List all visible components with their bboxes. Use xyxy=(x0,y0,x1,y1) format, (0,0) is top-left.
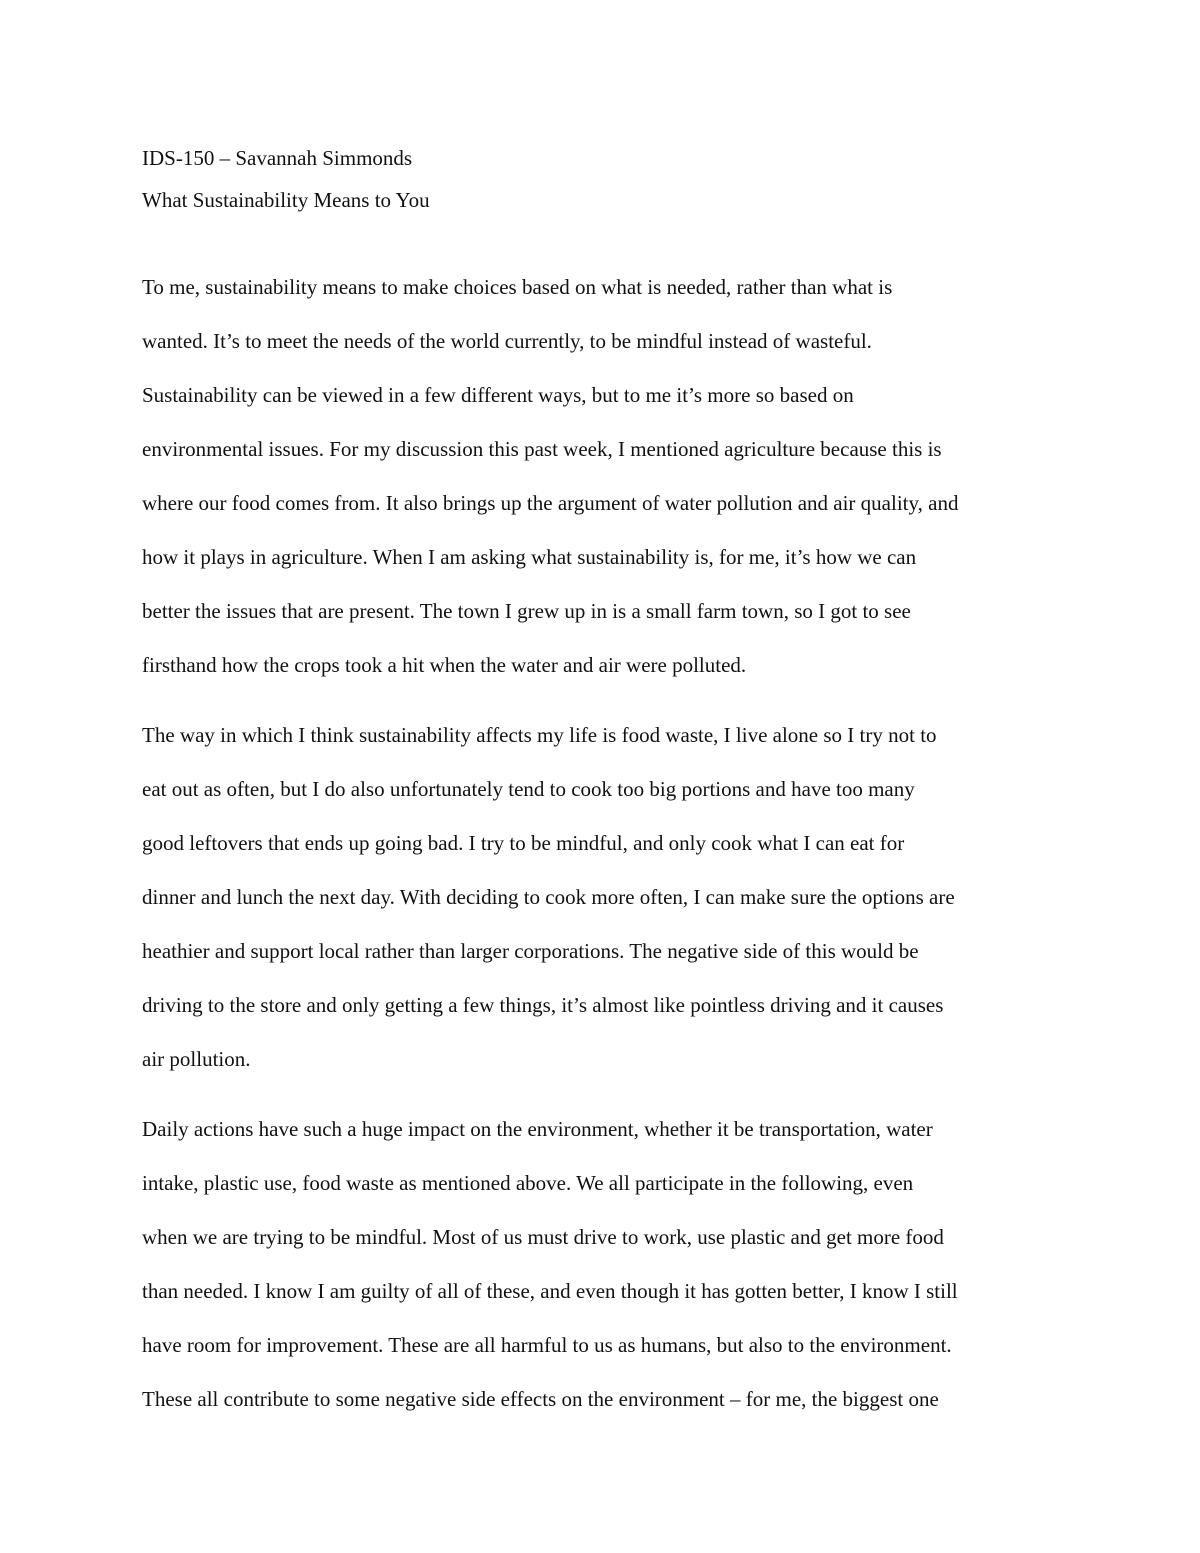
paragraph-line: intake, plastic use, food waste as mentioned above. We all participate in the following, even xyxy=(142,1171,914,1195)
paragraph-line: Sustainability can be viewed in a few different ways, but to me it’s more so based on xyxy=(142,383,854,407)
paragraph-line: when we are trying to be mindful. Most of us must drive to work, use plastic and get more food xyxy=(142,1225,944,1249)
paragraph-line: Daily actions have such a huge impact on the environment, whether it be transportation, water xyxy=(142,1117,933,1141)
paragraph-line: To me, sustainability means to make choices based on what is needed, rather than what is xyxy=(142,275,893,299)
paragraph-line: eat out as often, but I do also unfortunately tend to cook too big portions and have too many xyxy=(142,777,915,801)
document-title: What Sustainability Means to You xyxy=(142,188,430,212)
paragraph-line: dinner and lunch the next day. With deciding to cook more often, I can make sure the options are xyxy=(142,885,955,909)
paragraph-line: better the issues that are present. The town I grew up in is a small farm town, so I got to see xyxy=(142,599,911,623)
paragraph-line: have room for improvement. These are all harmful to us as humans, but also to the environment. xyxy=(142,1333,952,1357)
paragraph-line: how it plays in agriculture. When I am asking what sustainability is, for me, it’s how we can xyxy=(142,545,917,569)
paragraph-line: wanted. It’s to meet the needs of the world currently, to be mindful instead of wasteful. xyxy=(142,329,872,353)
paragraph-line: driving to the store and only getting a few things, it’s almost like pointless driving and it causes xyxy=(142,993,944,1017)
paragraph-line: where our food comes from. It also brings up the argument of water pollution and air quality, and xyxy=(142,491,959,515)
paragraph-line: than needed. I know I am guilty of all of these, and even though it has gotten better, I know I still xyxy=(142,1279,958,1303)
paragraph-line: heathier and support local rather than larger corporations. The negative side of this would be xyxy=(142,939,919,963)
paragraph-line: good leftovers that ends up going bad. I try to be mindful, and only cook what I can eat for xyxy=(142,831,905,855)
paragraph-line: The way in which I think sustainability affects my life is food waste, I live alone so I try not to xyxy=(142,723,937,747)
paragraph-line: air pollution. xyxy=(142,1047,251,1071)
paragraph-line: These all contribute to some negative side effects on the environment – for me, the biggest one xyxy=(142,1387,939,1411)
paragraph-line: firsthand how the crops took a hit when the water and air were polluted. xyxy=(142,653,747,677)
course-author-line: IDS-150 – Savannah Simmonds xyxy=(142,146,413,170)
paragraph-line: environmental issues. For my discussion this past week, I mentioned agriculture because this is xyxy=(142,437,942,461)
